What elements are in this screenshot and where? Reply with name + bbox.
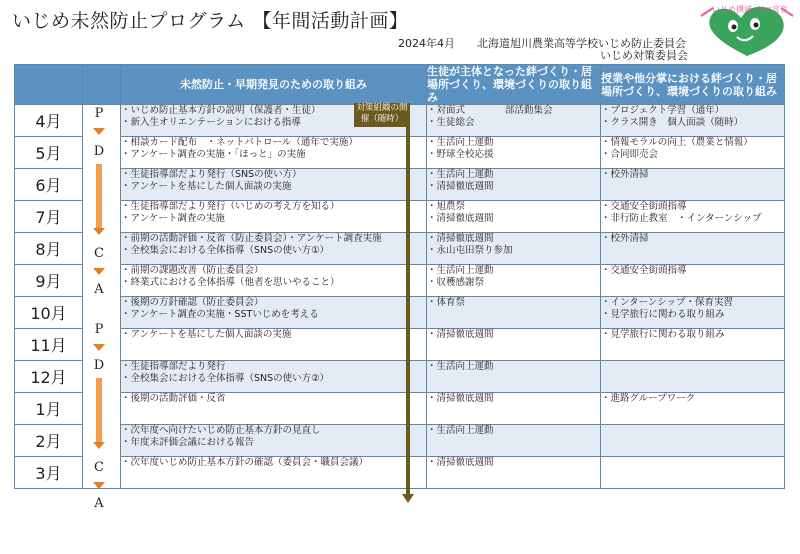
activity-plan-table bbox=[14, 64, 785, 489]
prevention-cell: ・いじめ防止基本方針の説明（保護者・生徒） ・新入生オリエンテーションにおける指導 bbox=[121, 105, 427, 137]
student-cell: ・旭農祭 ・清掃徹底週間 bbox=[427, 201, 601, 233]
table-row bbox=[15, 233, 785, 265]
student-cell: ・生活向上運動 ・清掃徹底週間 bbox=[427, 169, 601, 201]
month-cell: 9月 bbox=[15, 265, 83, 297]
month-cell: 5月 bbox=[15, 137, 83, 169]
student-cell: ・生活向上運動 ・野球全校応援 bbox=[427, 137, 601, 169]
class-cell bbox=[601, 361, 785, 393]
table-row bbox=[15, 137, 785, 169]
arrow-shaft bbox=[96, 378, 102, 442]
phase-a: A bbox=[94, 496, 104, 511]
phase-c: C bbox=[94, 246, 104, 261]
month-cell: 11月 bbox=[15, 329, 83, 361]
phase-d: D bbox=[93, 358, 105, 373]
student-cell: ・生活向上運動 ・収穫感謝祭 bbox=[427, 265, 601, 297]
phase-a: A bbox=[94, 282, 104, 297]
prevention-cell: ・生徒指導部だより発行（いじめの考え方を知る） ・アンケート調査の実施 bbox=[121, 201, 427, 233]
student-cell: ・清掃徹底週間 ・永山屯田祭り参加 bbox=[427, 233, 601, 265]
class-cell: ・インターンシップ・保育実習 ・見学旅行に関わる取り組み bbox=[601, 297, 785, 329]
student-cell: ・清掃徹底週間 bbox=[427, 329, 601, 361]
class-cell: ・情報モラルの向上（農業と情報） ・合同即売会 bbox=[601, 137, 785, 169]
prevention-cell: ・後期の活動評価・反省 bbox=[121, 393, 427, 425]
page-title: いじめ未然防止プログラム 【年間活動計画】 bbox=[12, 10, 409, 32]
prevention-cell: ・生徒指導部だより発行 ・全校集会における全体指導（SNSの使い方②） bbox=[121, 361, 427, 393]
prevention-cell: ・次年度いじめ防止基本方針の確認（委員会・職員会議） bbox=[121, 457, 427, 489]
prevention-cell: ・生徒指導部だより発行（SNSの使い方） ・アンケートを基にした個人面談の実施 bbox=[121, 169, 427, 201]
table-row bbox=[15, 297, 785, 329]
table-row bbox=[15, 201, 785, 233]
class-cell: ・進路グループワーク bbox=[601, 393, 785, 425]
month-cell: 3月 bbox=[15, 457, 83, 489]
class-cell: ・校外清掃 bbox=[601, 233, 785, 265]
col-prevention-header: 未然防止・早期発見のための取り組み bbox=[121, 65, 427, 105]
class-cell: ・プロジェクト学習（通年） ・クラス開き 個人面談（随時） bbox=[601, 105, 785, 137]
school-name: 北海道旭川農業高等学校いじめ防止委員会 bbox=[477, 37, 686, 50]
prevention-cell: ・後期の方針確認（防止委員会） ・アンケート調査の実施・SSTいじめを考える bbox=[121, 297, 427, 329]
student-cell: ・生活向上運動 bbox=[427, 425, 601, 457]
phase-header bbox=[83, 65, 121, 105]
committee-name: いじめ対策委員会 bbox=[600, 49, 688, 62]
class-cell bbox=[601, 457, 785, 489]
student-cell: ・生活向上運動 bbox=[427, 361, 601, 393]
student-cell: ・体育祭 bbox=[427, 297, 601, 329]
prevention-cell: ・次年度へ向けたいじめ防止基本方針の見直し ・年度末評価会議における報告 bbox=[121, 425, 427, 457]
table-row bbox=[15, 265, 785, 297]
table-row bbox=[15, 457, 785, 489]
col-student-header: 生徒が主体となった絆づくり・居場所づくり、環境づくりの取り組み bbox=[427, 65, 601, 105]
student-cell: ・対面式 ・生徒総会 部活動集会 bbox=[427, 105, 601, 137]
table-row bbox=[15, 169, 785, 201]
class-cell: ・交通安全街頭指導 ・非行防止教室 ・インターンシップ bbox=[601, 201, 785, 233]
month-cell: 1月 bbox=[15, 393, 83, 425]
month-cell: 6月 bbox=[15, 169, 83, 201]
phase-c: C bbox=[94, 460, 104, 475]
class-cell: ・校外清掃 bbox=[601, 169, 785, 201]
arrow-down-icon bbox=[93, 344, 105, 351]
prevention-cell: ・相談カード配布 ・ネットパトロール（通年で実施） ・アンケート調査の実施・「ほっと」の実施 bbox=[121, 137, 427, 169]
phase-p: P bbox=[94, 322, 104, 337]
timeline-line bbox=[406, 127, 410, 494]
meeting-callout: 対策組織の開催（随時） bbox=[354, 103, 410, 127]
arrow-down-icon bbox=[93, 128, 105, 135]
month-cell: 10月 bbox=[15, 297, 83, 329]
logo-text-left: いじめ撲滅 bbox=[712, 5, 752, 14]
phase-p: P bbox=[94, 106, 104, 121]
arrow-down-icon bbox=[93, 228, 105, 235]
student-cell: ・清掃徹底週間 bbox=[427, 393, 601, 425]
table-row bbox=[15, 329, 785, 361]
arrow-shaft bbox=[96, 164, 102, 228]
student-cell: ・清掃徹底週間 bbox=[427, 457, 601, 489]
phase-d: D bbox=[93, 144, 105, 159]
class-cell: ・見学旅行に関わる取り組み bbox=[601, 329, 785, 361]
class-cell: ・交通安全街頭指導 bbox=[601, 265, 785, 297]
arrow-down-icon bbox=[93, 442, 105, 449]
month-cell: 8月 bbox=[15, 233, 83, 265]
table-row bbox=[15, 361, 785, 393]
prevention-cell: ・前期の活動評価・反省（防止委員会）・アンケート調査実施 ・全校集会における全体指導（SNSの使い方①） bbox=[121, 233, 427, 265]
col-class-header: 授業や他分掌における絆づくり・居場所づくり、環境づくりの取り組み bbox=[601, 65, 785, 105]
prevention-cell: ・アンケートを基にした個人面談の実施 bbox=[121, 329, 427, 361]
month-cell: 4月 bbox=[15, 105, 83, 137]
logo-text-right: ゼロ宣言 bbox=[756, 5, 788, 14]
month-cell: 12月 bbox=[15, 361, 83, 393]
month-cell: 2月 bbox=[15, 425, 83, 457]
table-row bbox=[15, 393, 785, 425]
month-header bbox=[15, 65, 83, 105]
issue-date: 2024年4月 bbox=[398, 37, 455, 50]
header-info bbox=[398, 38, 728, 62]
arrow-down-icon bbox=[93, 482, 105, 489]
table-row bbox=[15, 425, 785, 457]
arrow-down-icon bbox=[93, 268, 105, 275]
prevention-cell: ・前期の課題改善（防止委員会） ・終業式における全体指導（他者を思いやること） bbox=[121, 265, 427, 297]
arrow-down-icon bbox=[402, 494, 414, 503]
class-cell bbox=[601, 425, 785, 457]
month-cell: 7月 bbox=[15, 201, 83, 233]
